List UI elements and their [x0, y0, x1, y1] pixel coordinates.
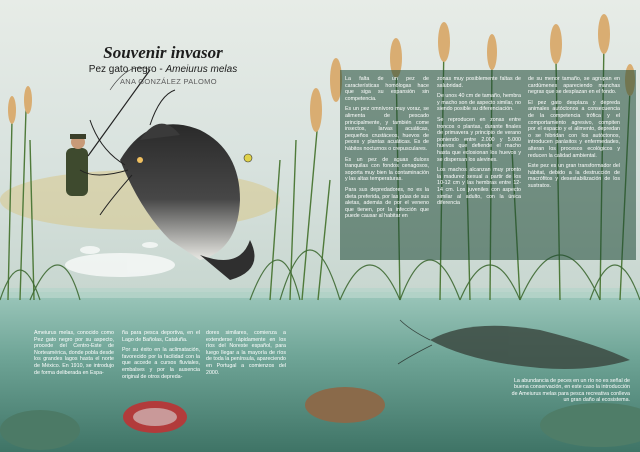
text-column-5: ña para pesca deportiva, en el Lago de Bañolas, Cataluña. Por su éxito en la aclimatación, favorecido por la facilidad con la que accede a cursos fluviales, embalses y por la ausencia original de otros depreda- — [122, 330, 200, 380]
text-column-6: dores similares, comienza a extenderse rápidamente en los ríos del Noreste español, para luego llegar a la mayoría de ríos de toda la península, apareciendo en Portugal a comienzos del 2000. — [206, 330, 286, 376]
text-column-3: de su menor tamaño, se agrupan en cardúmenes apareciendo manchas negras que se desplazan en el fondo. El pez gato desplaza y depreda animales autóctonos a consecuencia de la competencia trófica y el comportamiento agresivo, compiten por el espacio y el alimento, depredan o se hibridan con los autóctonos, introducen parásitos y enfermedades, alteran los procesos ecológicos y reducen la calidad ambiental. Este pez es un gran transformador del hábitat, debido a la destrucción de macrófitos y desestabilización de los sustratos. — [528, 76, 620, 189]
article-title: Souvenir invasor — [103, 43, 223, 62]
text-column-2: zonas muy posiblemente faltas de salubridad. De unos 40 cm de tamaño, hembra y macho son de aspecto similar, no siendo posible su diferenciación. Se reproducen en zonas entre troncos o plantas, durante finales de primavera y principio de verano poniendo entre 2.000 y 5.000 huevos que defiende el macho hasta que eclosionan los huevos y se dispersan los alevines. Los machos alcanzan muy pronto la madurez sexual a partir de los 10-12 cm y las hembras entre 12-14 cm. Los juveniles con aspecto similar al adulto, con la única diferencia — [437, 76, 521, 207]
article-subtitle: Pez gato negro - Ameiurus melas — [88, 64, 238, 75]
text-column-1: La falta de un pez de características homólogas hace que siga su expansión sin competencia. Es un pez omnívoro muy voraz, se alimenta de pescado principalmente, y también come insectos, larvas acuáticas, pequeños crustáceos, huevos de peces y plantas acuáticas. Es de hábitos nocturnos o crepusculares. Es un pez de aguas dulces tranquilas con fondos cenagosos, soporta muy bien la contaminación y las altas temperaturas. Para sus depredadores, no es la dieta preferida, por las púas de sus aletas, además de por el veneno que tienen, por la infección que puede causar al habitar en — [345, 76, 429, 220]
article-author: ANA GONZÁLEZ PALOMO — [120, 77, 217, 86]
text-column-4: Ameiurus melas, conocido como Pez gato negro por su aspecto, procede del Centro-Este de Norteamérica, donde pobla desde los grandes lagos hasta el norte de México. En 1910, se introdujo de forma deliberada en Espa- — [34, 330, 114, 376]
image-caption: La abundancia de peces en un río no es señal de buena conservación, en este caso la introducción de Ameiurus melas para pesca recreativa conlleva un gran daño al ecosistema. — [511, 378, 630, 404]
